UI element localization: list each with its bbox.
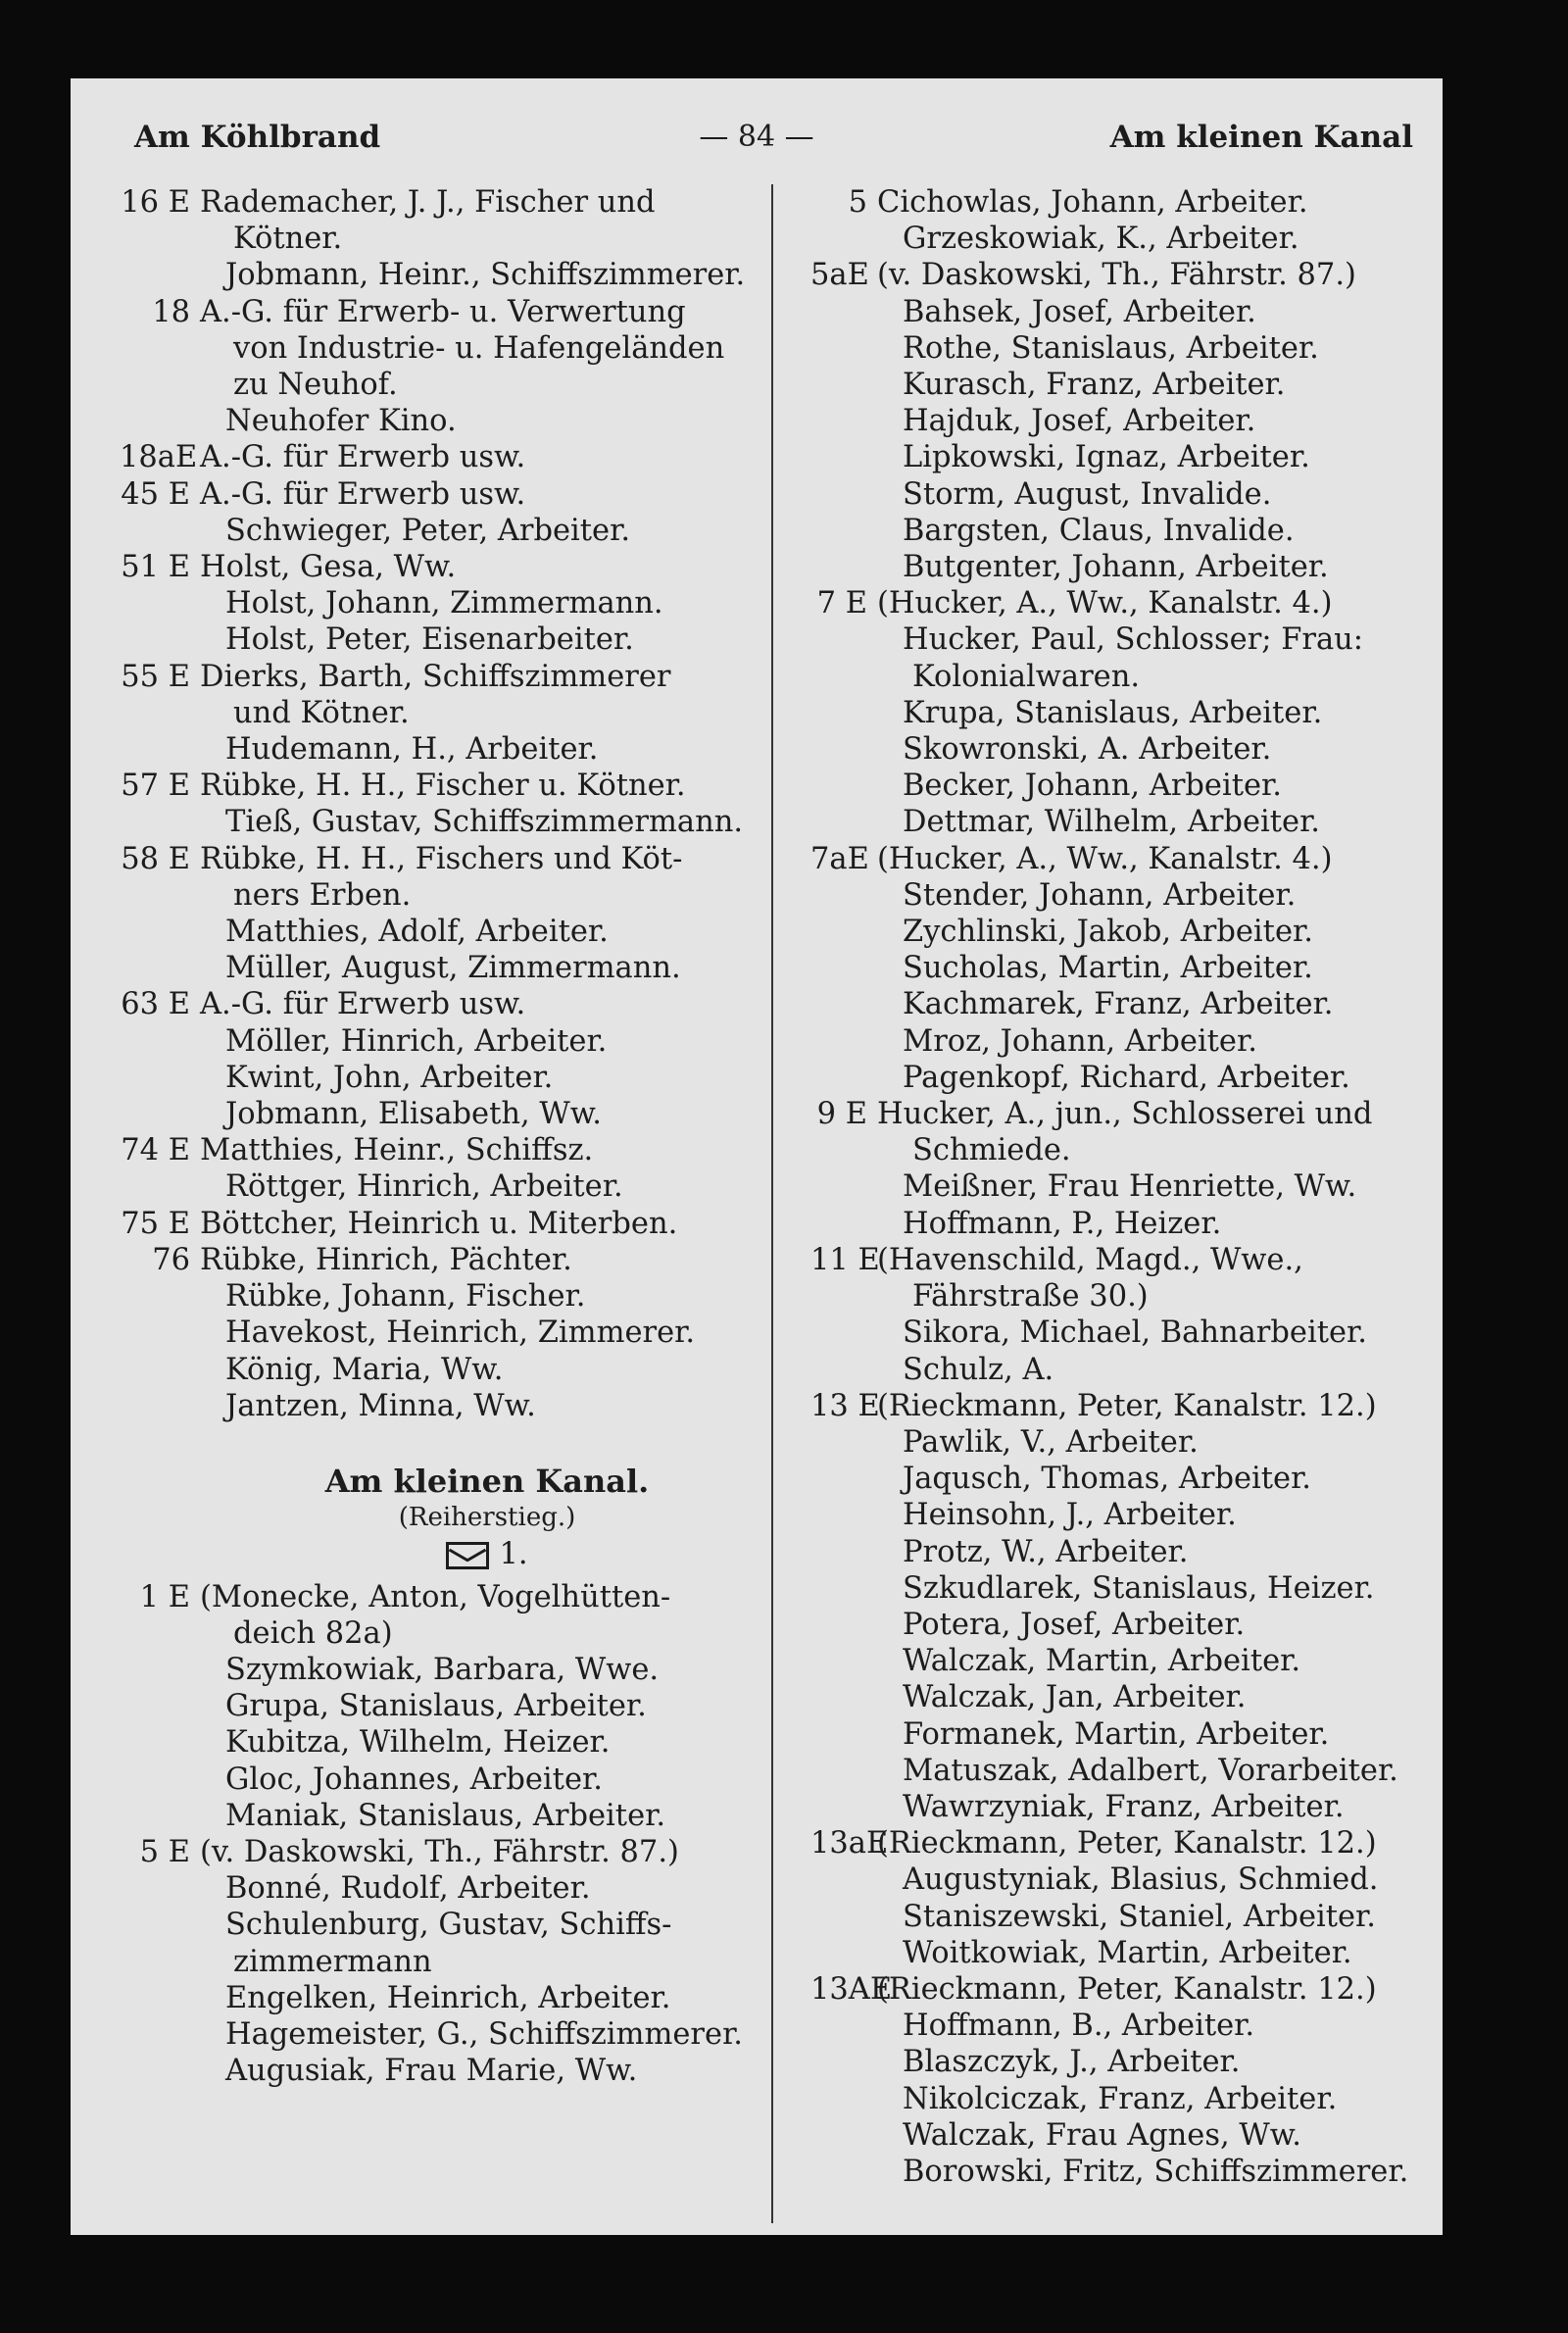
directory-entry bbox=[120, 1388, 825, 1424]
house-number: 57 E bbox=[121, 769, 190, 804]
directory-entry bbox=[810, 2117, 1438, 2154]
directory-entry bbox=[810, 1278, 1438, 1315]
house-number: 45 E bbox=[121, 476, 190, 512]
entry-continuation: Schmiede. bbox=[912, 1133, 1071, 1168]
resident-entry: Butgenter, Johann, Arbeiter. bbox=[903, 550, 1329, 585]
entry-text: (Havenschild, Magd., Wwe., bbox=[877, 1242, 1303, 1277]
entry-text: Rademacher, J. J., Fischer und bbox=[200, 185, 656, 220]
directory-entry bbox=[810, 330, 1438, 367]
entry-text: Rübke, H. H., Fischer u. Kötner. bbox=[200, 769, 686, 804]
directory-entry bbox=[810, 1023, 1438, 1060]
directory-entry bbox=[120, 1798, 825, 1834]
directory-entry bbox=[120, 1315, 825, 1351]
resident-entry: Wawrzyniak, Franz, Arbeiter. bbox=[903, 1789, 1345, 1824]
entry-continuation: von Industrie- u. Hafengeländen bbox=[233, 330, 725, 366]
resident-entry: Heinsohn, J., Arbeiter. bbox=[903, 1498, 1237, 1533]
resident-entry: Jaqusch, Thomas, Arbeiter. bbox=[903, 1462, 1312, 1497]
resident-entry: Meißner, Frau Henriette, Ww. bbox=[903, 1169, 1357, 1205]
entry-text: Dierks, Barth, Schiffszimmerer bbox=[200, 659, 671, 694]
house-number: 7aE bbox=[810, 841, 869, 876]
house-number: 63 E bbox=[121, 987, 190, 1022]
directory-entry bbox=[810, 294, 1438, 330]
directory-entry bbox=[810, 1789, 1438, 1825]
directory-entry bbox=[120, 367, 825, 403]
directory-entry bbox=[120, 877, 825, 914]
resident-entry: Walczak, Martin, Arbeiter. bbox=[903, 1644, 1301, 1679]
directory-page bbox=[71, 78, 1443, 2235]
directory-entry bbox=[810, 1899, 1438, 1935]
resident-entry: Röttger, Hinrich, Arbeiter. bbox=[225, 1169, 623, 1205]
house-number: 7 E bbox=[816, 586, 867, 621]
directory-entry bbox=[120, 257, 825, 293]
directory-entry bbox=[810, 1206, 1438, 1242]
house-number: 55 E bbox=[121, 659, 190, 694]
directory-entry bbox=[120, 804, 825, 840]
resident-entry: Kurasch, Franz, Arbeiter. bbox=[903, 368, 1286, 403]
entry-text: (Rieckmann, Peter, Kanalstr. 12.) bbox=[877, 1388, 1377, 1423]
entry-text: A.-G. für Erwerb usw. bbox=[200, 476, 526, 512]
directory-entry bbox=[810, 731, 1438, 768]
directory-entry bbox=[810, 476, 1438, 513]
directory-entry bbox=[120, 950, 825, 986]
resident-entry: Jantzen, Minna, Ww. bbox=[225, 1388, 536, 1423]
resident-entry: Bahsek, Josef, Arbeiter. bbox=[903, 294, 1256, 329]
directory-entry bbox=[810, 1753, 1438, 1789]
directory-entry bbox=[120, 695, 825, 731]
entry-text: A.-G. für Erwerb usw. bbox=[200, 440, 526, 475]
resident-entry: Pagenkopf, Richard, Arbeiter. bbox=[903, 1060, 1350, 1095]
resident-entry: Krupa, Stanislaus, Arbeiter. bbox=[903, 695, 1323, 730]
resident-entry: Skowronski, A. Arbeiter. bbox=[903, 732, 1272, 768]
directory-entry bbox=[810, 403, 1438, 439]
house-number: 9 E bbox=[816, 1097, 867, 1132]
house-number: 13AE bbox=[810, 1971, 893, 2007]
house-number: 5 bbox=[848, 185, 867, 220]
resident-entry: Schulz, A. bbox=[903, 1352, 1054, 1387]
envelope-icon bbox=[446, 1542, 489, 1569]
resident-entry: Grzeskowiak, K., Arbeiter. bbox=[903, 222, 1299, 257]
resident-entry: Blaszczyk, J., Arbeiter. bbox=[903, 2045, 1241, 2080]
directory-entry bbox=[120, 1870, 825, 1907]
directory-entry bbox=[120, 1168, 825, 1205]
directory-entry bbox=[120, 476, 825, 513]
directory-entry bbox=[810, 841, 1438, 877]
directory-entry bbox=[810, 1679, 1438, 1715]
directory-entry bbox=[120, 768, 825, 804]
entry-text: A.-G. für Erwerb usw. bbox=[200, 987, 526, 1022]
resident-entry: Rothe, Stanislaus, Arbeiter. bbox=[903, 330, 1319, 366]
entry-text: (Rieckmann, Peter, Kanalstr. 12.) bbox=[877, 1971, 1377, 2007]
directory-entry bbox=[120, 585, 825, 621]
directory-entry bbox=[120, 2053, 825, 2089]
resident-entry: Becker, Johann, Arbeiter. bbox=[903, 769, 1282, 804]
directory-entry bbox=[810, 184, 1438, 221]
entry-text: Cichowlas, Johann, Arbeiter. bbox=[877, 185, 1308, 220]
resident-entry: Protz, W., Arbeiter. bbox=[903, 1534, 1189, 1569]
resident-entry: Grupa, Stanislaus, Arbeiter. bbox=[225, 1689, 647, 1724]
house-number: 74 E bbox=[121, 1133, 190, 1168]
left-entries-2 bbox=[120, 1579, 825, 2090]
resident-entry: Bonné, Rudolf, Arbeiter. bbox=[225, 1871, 591, 1907]
resident-entry: Zychlinski, Jakob, Arbeiter. bbox=[903, 915, 1313, 950]
directory-entry bbox=[120, 403, 825, 439]
directory-entry bbox=[120, 1688, 825, 1724]
resident-entry: Gloc, Johannes, Arbeiter. bbox=[225, 1762, 603, 1797]
entry-text: (v. Daskowski, Th., Fährstr. 87.) bbox=[877, 258, 1356, 293]
entry-continuation: zu Neuhof. bbox=[233, 368, 398, 403]
right-column bbox=[810, 184, 1438, 2190]
resident-entry: Neuhofer Kino. bbox=[225, 404, 457, 439]
directory-entry bbox=[810, 2008, 1438, 2044]
resident-entry: Kachmarek, Franz, Arbeiter. bbox=[903, 987, 1334, 1022]
resident-entry: Schulenburg, Gustav, Schiffs- bbox=[225, 1908, 672, 1943]
directory-entry bbox=[810, 1424, 1438, 1461]
directory-entry bbox=[120, 914, 825, 950]
entry-text: Rübke, H. H., Fischers und Köt- bbox=[200, 841, 683, 876]
directory-entry bbox=[810, 1935, 1438, 1971]
resident-entry: Lipkowski, Ignaz, Arbeiter. bbox=[903, 440, 1310, 475]
directory-entry bbox=[810, 1825, 1438, 1861]
resident-entry: Hajduk, Josef, Arbeiter. bbox=[903, 404, 1256, 439]
resident-entry: Formanek, Martin, Arbeiter. bbox=[903, 1716, 1330, 1752]
resident-entry: Matthies, Adolf, Arbeiter. bbox=[225, 915, 609, 950]
entry-text: Holst, Gesa, Ww. bbox=[200, 550, 457, 585]
resident-entry: Sikora, Michael, Bahnarbeiter. bbox=[903, 1315, 1367, 1351]
postal-district-number: 1. bbox=[499, 1537, 528, 1572]
directory-entry bbox=[120, 731, 825, 768]
directory-entry bbox=[120, 1980, 825, 2016]
resident-entry: Kubitza, Wilhelm, Heizer. bbox=[225, 1725, 611, 1761]
directory-entry bbox=[120, 1762, 825, 1798]
resident-entry: Augusiak, Frau Marie, Ww. bbox=[225, 2054, 638, 2089]
entry-continuation: deich 82a) bbox=[233, 1615, 393, 1651]
resident-entry: Tieß, Gustav, Schiffszimmermann. bbox=[225, 805, 744, 840]
resident-entry: Hudemann, H., Arbeiter. bbox=[225, 732, 599, 768]
directory-entry bbox=[810, 1096, 1438, 1132]
directory-entry bbox=[120, 1132, 825, 1168]
resident-entry: Staniszewski, Staniel, Arbeiter. bbox=[903, 1899, 1376, 1934]
directory-entry bbox=[810, 1168, 1438, 1205]
house-number: 51 E bbox=[121, 550, 190, 585]
resident-entry: Nikolciczak, Franz, Arbeiter. bbox=[903, 2081, 1338, 2116]
directory-entry bbox=[810, 1242, 1438, 1278]
directory-entry bbox=[120, 1060, 825, 1096]
left-column bbox=[120, 184, 825, 2089]
directory-entry bbox=[120, 1834, 825, 1870]
column-divider bbox=[771, 184, 773, 2223]
resident-entry: Schwieger, Peter, Arbeiter. bbox=[225, 513, 631, 548]
directory-entry bbox=[810, 877, 1438, 914]
entry-continuation: Fährstraße 30.) bbox=[912, 1279, 1149, 1315]
resident-entry: Szkudlarek, Stanislaus, Heizer. bbox=[903, 1570, 1375, 1606]
directory-entry bbox=[120, 184, 825, 221]
entry-text: (Rieckmann, Peter, Kanalstr. 12.) bbox=[877, 1826, 1377, 1861]
resident-entry: Matuszak, Adalbert, Vorarbeiter. bbox=[903, 1753, 1398, 1788]
directory-entry bbox=[120, 221, 825, 257]
directory-entry bbox=[120, 659, 825, 695]
resident-entry: Borowski, Fritz, Schiffszimmerer. bbox=[903, 2154, 1409, 2189]
entry-continuation: Kötner. bbox=[233, 222, 343, 257]
directory-entry bbox=[810, 1388, 1438, 1424]
directory-entry bbox=[120, 1352, 825, 1388]
entry-text: A.-G. für Erwerb- u. Verwertung bbox=[200, 294, 686, 329]
resident-entry: Potera, Josef, Arbeiter. bbox=[903, 1607, 1246, 1642]
directory-entry bbox=[810, 950, 1438, 986]
directory-entry bbox=[810, 549, 1438, 585]
resident-entry: Walczak, Frau Agnes, Ww. bbox=[903, 2117, 1301, 2153]
directory-entry bbox=[810, 804, 1438, 840]
resident-entry: Walczak, Jan, Arbeiter. bbox=[903, 1680, 1247, 1715]
directory-entry bbox=[810, 621, 1438, 658]
directory-entry bbox=[810, 1607, 1438, 1643]
resident-entry: Dettmar, Wilhelm, Arbeiter. bbox=[903, 805, 1320, 840]
directory-entry bbox=[120, 1615, 825, 1652]
house-number: 13 E bbox=[810, 1388, 880, 1423]
resident-entry: Jobmann, Elisabeth, Ww. bbox=[225, 1097, 602, 1132]
entry-text: (Monecke, Anton, Vogelhütten- bbox=[200, 1579, 671, 1614]
directory-entry bbox=[810, 585, 1438, 621]
resident-entry: Hoffmann, B., Arbeiter. bbox=[903, 2009, 1255, 2044]
entry-text: Rübke, Hinrich, Pächter. bbox=[200, 1242, 572, 1277]
directory-entry bbox=[120, 549, 825, 585]
entry-continuation: Kolonialwaren. bbox=[912, 659, 1141, 694]
directory-entry bbox=[810, 439, 1438, 475]
resident-entry: Sucholas, Martin, Arbeiter. bbox=[903, 951, 1313, 986]
directory-entry bbox=[120, 986, 825, 1022]
entry-continuation: ners Erben. bbox=[233, 877, 412, 913]
entry-text: (Hucker, A., Ww., Kanalstr. 4.) bbox=[877, 586, 1333, 621]
entry-text: (Hucker, A., Ww., Kanalstr. 4.) bbox=[877, 841, 1333, 876]
directory-entry bbox=[120, 513, 825, 549]
section-title: Am kleinen Kanal. bbox=[324, 1462, 650, 1500]
left-entries bbox=[120, 184, 825, 1424]
directory-entry bbox=[120, 1652, 825, 1688]
house-number: 1 E bbox=[139, 1579, 190, 1614]
section-subtitle: (Reiherstieg.) bbox=[398, 1503, 576, 1533]
entry-text: (v. Daskowski, Th., Fährstr. 87.) bbox=[200, 1834, 679, 1869]
entry-continuation: zimmermann bbox=[233, 1944, 432, 1979]
resident-entry: Szymkowiak, Barbara, Wwe. bbox=[225, 1652, 660, 1687]
resident-entry: Mroz, Johann, Arbeiter. bbox=[903, 1023, 1257, 1059]
directory-entry bbox=[810, 257, 1438, 293]
directory-entry bbox=[120, 1278, 825, 1315]
directory-entry bbox=[810, 1861, 1438, 1898]
directory-entry bbox=[810, 367, 1438, 403]
directory-entry bbox=[120, 1242, 825, 1278]
resident-entry: Maniak, Stanislaus, Arbeiter. bbox=[225, 1798, 666, 1833]
directory-entry bbox=[120, 841, 825, 877]
resident-entry: Bargsten, Claus, Invalide. bbox=[903, 513, 1295, 548]
directory-entry bbox=[120, 1907, 825, 1943]
house-number: 18aE bbox=[120, 440, 198, 475]
resident-entry: Hagemeister, G., Schiffszimmerer. bbox=[225, 2016, 743, 2052]
directory-entry bbox=[120, 621, 825, 658]
resident-entry: Hoffmann, P., Heizer. bbox=[903, 1206, 1222, 1241]
directory-entry bbox=[810, 1534, 1438, 1570]
directory-entry bbox=[810, 1497, 1438, 1533]
directory-entry bbox=[810, 513, 1438, 549]
house-number: 16 E bbox=[121, 185, 190, 220]
directory-entry bbox=[810, 1315, 1438, 1351]
house-number: 75 E bbox=[121, 1206, 190, 1241]
directory-entry bbox=[120, 1023, 825, 1060]
directory-entry bbox=[810, 1570, 1438, 1607]
resident-entry: Storm, August, Invalide. bbox=[903, 476, 1272, 512]
house-number: 11 E bbox=[810, 1242, 880, 1277]
directory-entry bbox=[120, 1096, 825, 1132]
directory-entry bbox=[120, 1206, 825, 1242]
entry-text: Matthies, Heinr., Schiffsz. bbox=[200, 1133, 594, 1168]
directory-entry bbox=[120, 1944, 825, 1980]
resident-entry: Müller, August, Zimmermann. bbox=[225, 951, 681, 986]
directory-entry bbox=[120, 330, 825, 367]
directory-entry bbox=[810, 768, 1438, 804]
right-entries bbox=[810, 184, 1438, 2190]
house-number: 18 bbox=[152, 294, 190, 329]
directory-entry bbox=[810, 659, 1438, 695]
resident-entry: Rübke, Johann, Fischer. bbox=[225, 1279, 586, 1315]
directory-entry bbox=[120, 1724, 825, 1761]
directory-entry bbox=[120, 294, 825, 330]
directory-entry bbox=[810, 1461, 1438, 1497]
resident-entry: Stender, Johann, Arbeiter. bbox=[903, 877, 1297, 913]
directory-entry bbox=[810, 1643, 1438, 1679]
resident-entry: Kwint, John, Arbeiter. bbox=[225, 1060, 554, 1095]
resident-entry: Hucker, Paul, Schlosser; Frau: bbox=[903, 622, 1364, 658]
resident-entry: König, Maria, Ww. bbox=[225, 1352, 504, 1387]
house-number: 5 E bbox=[139, 1834, 190, 1869]
entry-text: Hucker, A., jun., Schlosserei und bbox=[877, 1097, 1373, 1132]
directory-entry bbox=[120, 1579, 825, 1615]
page-number: — 84 — bbox=[699, 120, 814, 154]
running-head-left: Am Köhlbrand bbox=[134, 120, 381, 155]
directory-entry bbox=[810, 986, 1438, 1022]
running-head-right: Am kleinen Kanal bbox=[1109, 120, 1413, 155]
directory-entry bbox=[810, 2044, 1438, 2080]
resident-entry: Augustyniak, Blasius, Schmied. bbox=[903, 1862, 1379, 1898]
directory-entry bbox=[810, 2081, 1438, 2117]
resident-entry: Engelken, Heinrich, Arbeiter. bbox=[225, 1980, 671, 2015]
resident-entry: Möller, Hinrich, Arbeiter. bbox=[225, 1023, 608, 1059]
directory-entry bbox=[810, 1060, 1438, 1096]
directory-entry bbox=[810, 1352, 1438, 1388]
house-number: 5aE bbox=[810, 258, 869, 293]
resident-entry: Pawlik, V., Arbeiter. bbox=[903, 1424, 1199, 1460]
resident-entry: Holst, Johann, Zimmermann. bbox=[225, 586, 663, 621]
resident-entry: Holst, Peter, Eisenarbeiter. bbox=[225, 622, 634, 658]
entry-text: Böttcher, Heinrich u. Miterben. bbox=[200, 1206, 678, 1241]
house-number: 58 E bbox=[121, 841, 190, 876]
directory-entry bbox=[120, 439, 825, 475]
entry-continuation: und Kötner. bbox=[233, 695, 410, 730]
house-number: 76 bbox=[152, 1242, 190, 1277]
directory-entry bbox=[810, 2154, 1438, 2190]
resident-entry: Jobmann, Heinr., Schiffszimmerer. bbox=[225, 258, 746, 293]
directory-entry bbox=[120, 2016, 825, 2053]
resident-entry: Havekost, Heinrich, Zimmerer. bbox=[225, 1315, 696, 1351]
directory-entry bbox=[810, 1971, 1438, 2008]
house-number: 13aE bbox=[810, 1826, 889, 1861]
directory-entry bbox=[810, 1132, 1438, 1168]
postal-district bbox=[120, 1536, 825, 1572]
directory-entry bbox=[810, 695, 1438, 731]
directory-entry bbox=[810, 1716, 1438, 1753]
resident-entry: Woitkowiak, Martin, Arbeiter. bbox=[903, 1935, 1352, 1970]
directory-entry bbox=[810, 914, 1438, 950]
directory-entry bbox=[810, 221, 1438, 257]
